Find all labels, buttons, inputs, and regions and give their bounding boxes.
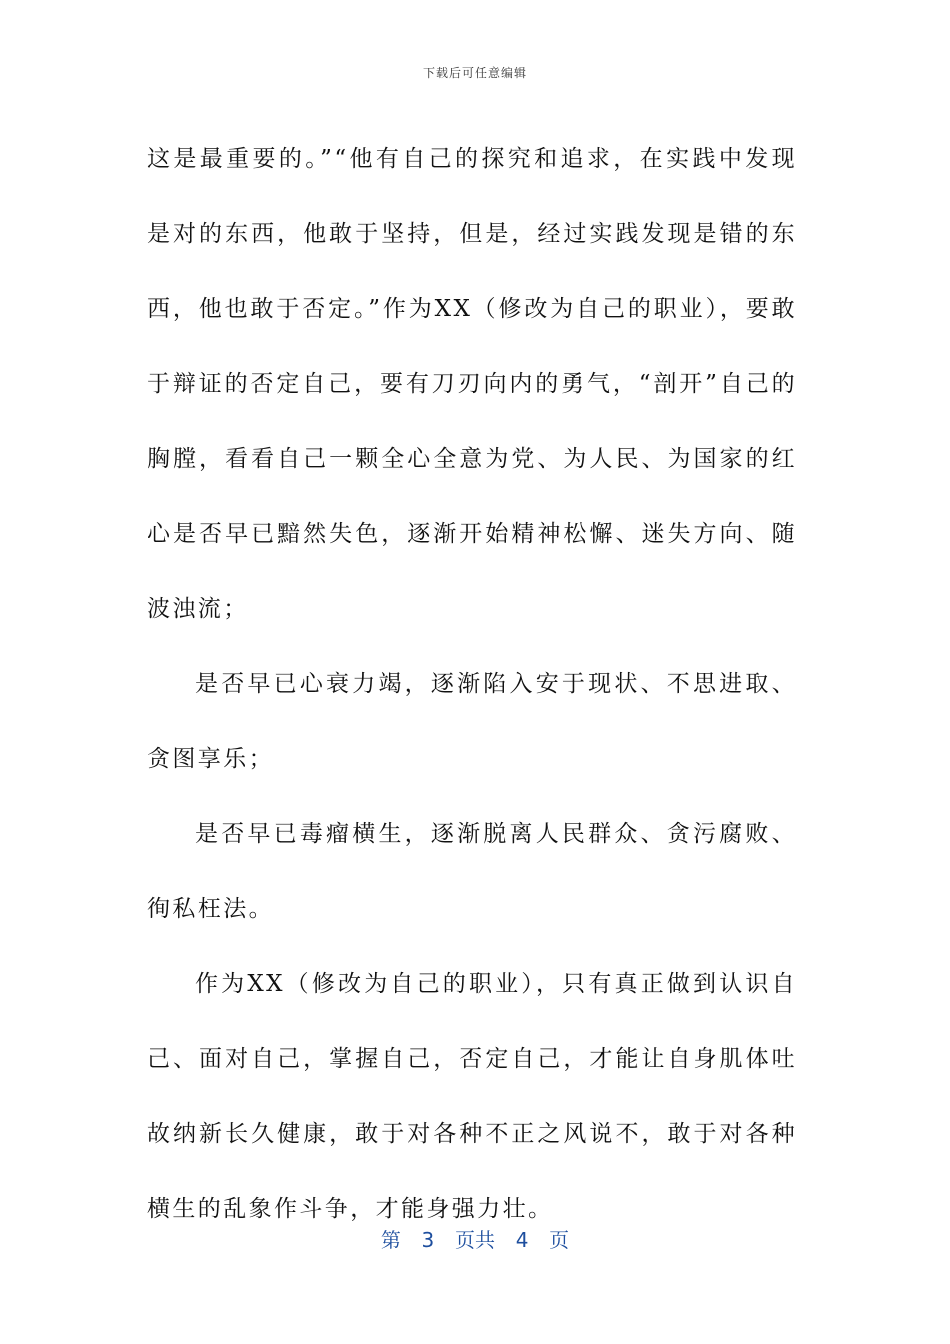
page-header: 下载后可任意编辑 [422, 66, 527, 80]
paragraph-tumor: 是否早已毒瘤横生，逐渐脱离人民群众、贪污腐败、徇私枉法。 [147, 821, 797, 922]
document-body [147, 122, 797, 1247]
paragraph-conclusion: 作为XX（修改为自己的职业），只有真正做到认识自己、面对自己，掌握自己，否定自己，才能让自身肌体吐故纳新长久健康，敢于对各种不正之风说不，敢于对各种横生的乱象作斗争，才能身强力壮。 [147, 971, 797, 1222]
paragraph-continuation: 这是最重要的。”“他有自己的探究和追求，在实践中发现是对的东西，他敢于坚持，但是，经过实践发现是错的东西，他也敢于否定。”作为XX（修改为自己的职业），要敢于辩证的否定自己，要有刀刃向内的勇气，“剖开”自己的胸膛，看看自己一颗全心全意为党、为人民、为国家的红心是否早已黯然失色，逐渐开始精神松懈、迷失方向、随波浊流； [147, 146, 797, 622]
page-number-footer [0, 1224, 950, 1253]
paragraph-heart-exhausted: 是否早已心衰力竭，逐渐陷入安于现状、不思进取、贪图享乐； [147, 671, 797, 772]
page-number-text: 第 3 页共 4 页 [380, 1228, 570, 1252]
